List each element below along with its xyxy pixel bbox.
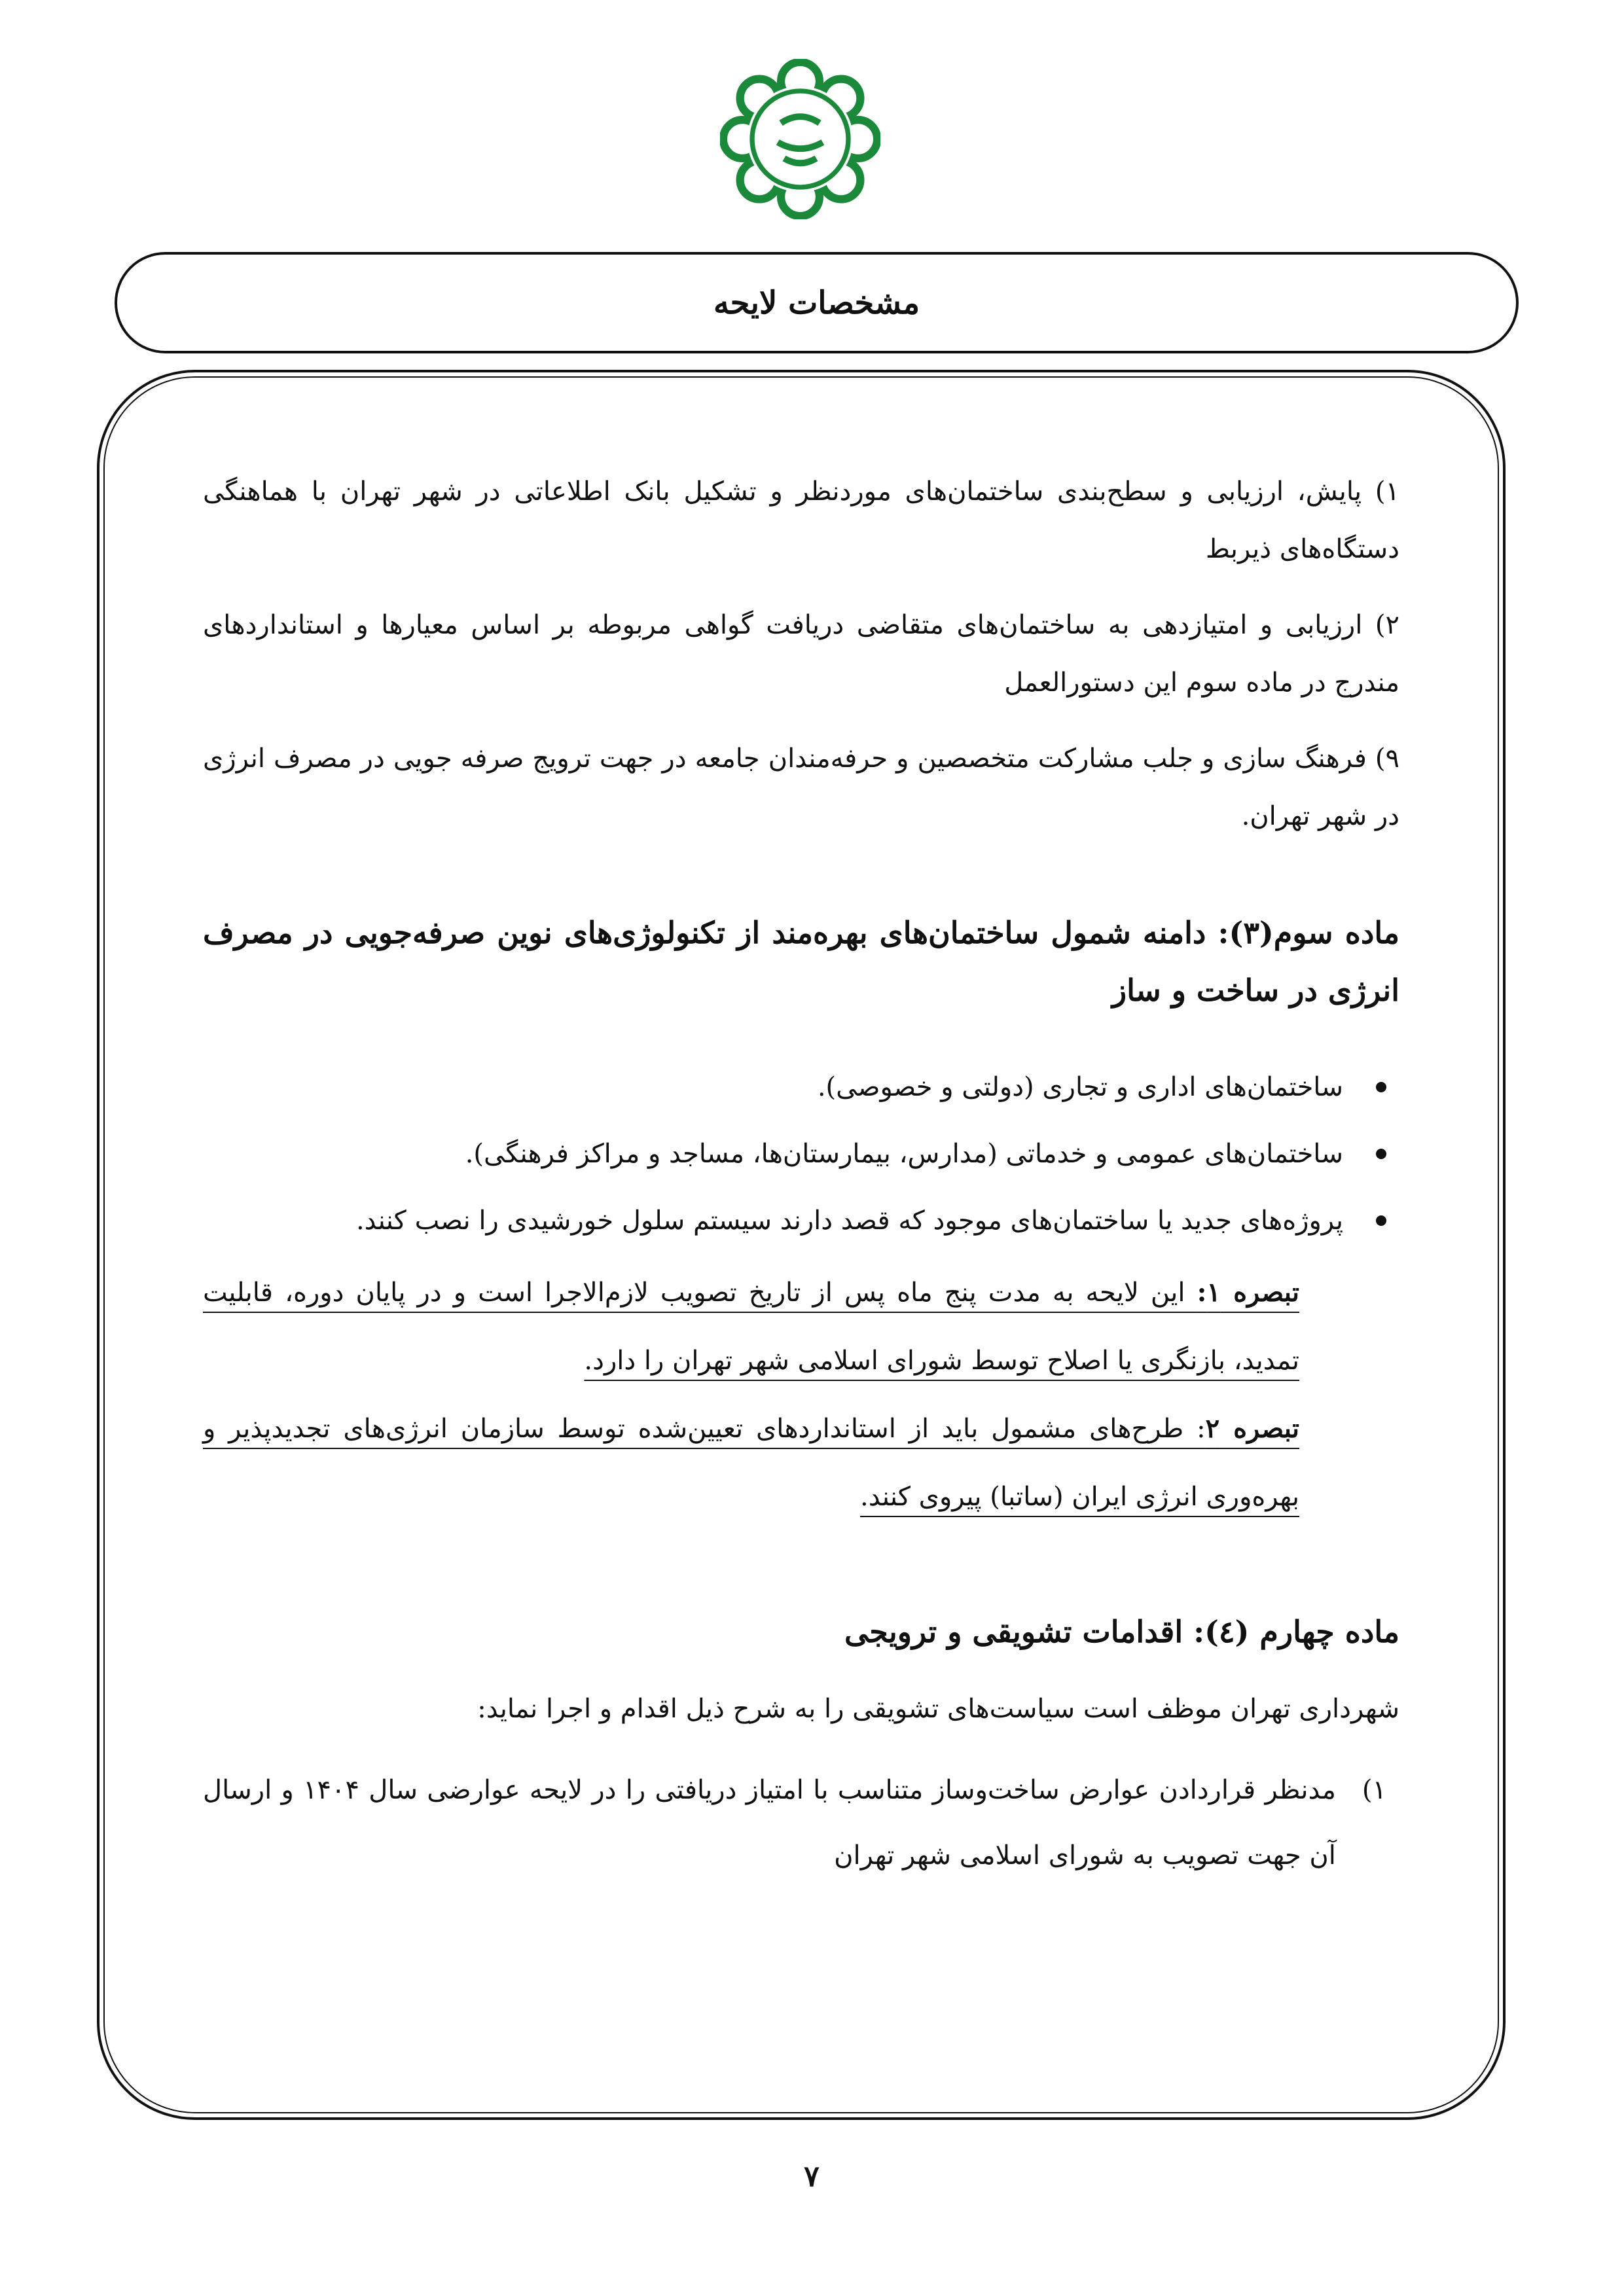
bullet-icon	[1376, 1082, 1386, 1092]
item-2-line-1: ۲) ارزیابی و امتیازدهی به ساختمان‌های متقاضی دریافت گواهی مربوطه بر اساس معیارها و استانداردهای مندرج در	[203, 610, 1399, 698]
note-2-line-2: بهره‌وری انرژی ایران (ساتبا) پیروی کنند.	[860, 1482, 1299, 1512]
article-4-item-1	[203, 1757, 1399, 1888]
item-1-line-2: ذیربط	[1205, 534, 1272, 564]
article-4-intro: شهرداری تهران موظف است سیاست‌های تشویقی را به شرح ذیل اقدام و اجرا نماید:	[477, 1694, 1399, 1724]
item-9-line-1: ۹) فرهنگ سازی و جلب مشارکت متخصصین و حرفه‌مندان جامعه در جهت ترویج صرفه جویی در مصرف انرژی	[203, 744, 1399, 774]
article-3-heading-line-2: انرژی در ساخت و ساز	[1111, 973, 1399, 1008]
content-frame-inner	[103, 376, 1499, 2113]
article-3-heading-line-1: ماده سوم(۳): دامنه شمول ساختمان‌های بهره‌مند از تکنولوژی‌های نوین صرفه‌جویی در مصرف	[203, 915, 1400, 950]
article-4-heading: ماده چهارم (٤): اقدامات تشویقی و ترویجی	[844, 1614, 1399, 1649]
item-2-line-2: ماده سوم این دستورالعمل	[1004, 668, 1293, 698]
bullet-icon	[1376, 1149, 1386, 1159]
note-2-line-1: : طرح‌های مشمول باید از استانداردهای تعیین‌شده توسط سازمان انرژی‌های تجدیدپذیر و	[203, 1414, 1206, 1444]
article-4-item-1-line-2: جهت تصویب به شورای اسلامی شهر تهران	[834, 1840, 1301, 1871]
tehran-council-logo	[720, 59, 880, 219]
note-2	[203, 1395, 1299, 1531]
page-number: ۷	[804, 2160, 820, 2193]
content-frame	[97, 370, 1506, 2120]
article-3-heading	[203, 904, 1399, 1019]
bullet-item: ساختمان‌های اداری و تجاری (دولتی و خصوصی).	[817, 1072, 1343, 1102]
note-1-label: تبصره ۱:	[1197, 1277, 1300, 1308]
item-2	[203, 596, 1399, 711]
section-header	[115, 252, 1519, 353]
item-1-line-1: ۱) پایش، ارزیابی و سطح‌بندی ساختمان‌های موردنظر و تشکیل بانک اطلاعاتی در شهر تهران با هماهنگی دستگاه‌های	[203, 476, 1399, 564]
bullet-row	[203, 1058, 1399, 1116]
note-2-label: تبصره ۲	[1205, 1413, 1299, 1444]
bullet-row	[203, 1192, 1399, 1249]
note-1-line-2: تمدید، بازنگری یا اصلاح توسط شورای اسلامی شهر تهران را دارد.	[584, 1346, 1299, 1376]
item-9-line-2: در شهر تهران.	[1241, 801, 1399, 831]
header-title: مشخصات لایحه	[713, 284, 920, 321]
item-1	[203, 463, 1399, 578]
article-4-item-number: ۱)	[1362, 1775, 1386, 1805]
note-1-line-1: این لایحه به مدت پنج ماه پس از تاریخ تصویب لازم‌الاجرا است و در پایان دوره، قابلیت	[203, 1278, 1197, 1308]
article-4-item-1-line-1: مدنظر قراردادن عوارض ساخت‌وساز متناسب با امتیاز دریافتی را در لایحه عوارضی سال ۱۴۰۴ و ارسال آن	[203, 1775, 1336, 1871]
bullet-item: ساختمان‌های عمومی و خدماتی (مدارس، بیمارستان‌ها، مساجد و مراکز فرهنگی).	[465, 1139, 1343, 1169]
bullet-icon	[1376, 1215, 1386, 1226]
bullet-row	[203, 1125, 1399, 1183]
bullet-item: پروژه‌های جدید یا ساختمان‌های موجود که قصد دارند سیستم سلول خورشیدی را نصب کنند.	[355, 1206, 1343, 1236]
item-9	[203, 730, 1399, 845]
article-4-item-1-text	[203, 1757, 1336, 1888]
note-1	[203, 1259, 1299, 1395]
